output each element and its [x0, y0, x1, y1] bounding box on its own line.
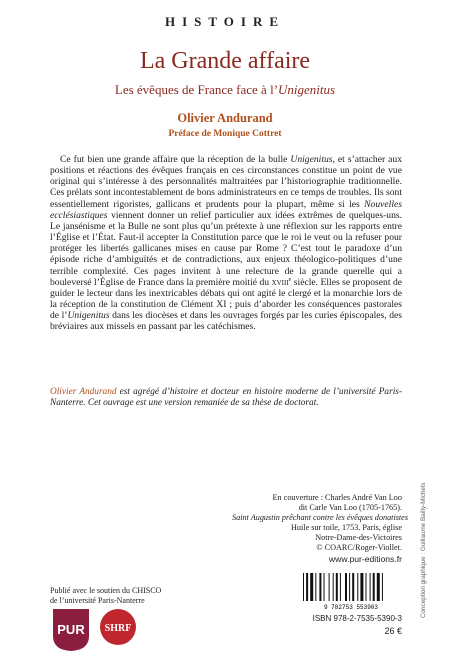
- blurb-segment: viennent donner un relief particulier aux idées extrêmes de quelques-uns. Le jansénisme et la Bulle ne sont plus qu’un prétexte à une réflexion sur les rapports entre l’Église et l’État. Faut-il accepter la Constitution parce que le roi le veut ou la refuser pour protéger les libertés gallicanes mises en cause par Rome ? C’est tout le paradoxe d’un épisode riche d’ambiguïtés et de contradictions, aux enjeux théologico-politiques d’une terrible complexité. Ces pages invitent à une relecture de la grande querelle qui a bouleversé l’Église de France dans la première moitié du: [50, 209, 402, 288]
- blurb-segment: Unigenitus: [67, 310, 110, 322]
- blurb-segment: , et s’attacher aux positions et réactions des évêques français en ces circonstances constitue un point de vue original qui s’intéresse à des personnalités maltraitées par l’historiographie traditionnelle. Ces prélats sont incontestablement de bons administrateurs en ce temps de troubles. Ils sont essentiellement rigoristes, gallicans et prudents pour la plupart, même si les: [50, 154, 403, 210]
- barcode-bar: [349, 573, 350, 601]
- credit-line: En couverture : Charles André Van Loo: [272, 493, 402, 502]
- credit-line: Huile sur toile, 1753. Paris, église: [291, 522, 402, 532]
- barcode-bar: [360, 573, 363, 601]
- barcode-bars: [303, 573, 383, 601]
- barcode-bar: [324, 573, 325, 601]
- author-name: Olivier Andurand: [177, 111, 273, 125]
- pur-logo: [50, 606, 92, 652]
- credit-line: © COARC/Roger-Viollet.: [316, 542, 402, 552]
- barcode: [300, 572, 402, 610]
- barcode-bar: [352, 573, 354, 601]
- barcode-digits: 9 782753 553903: [323, 604, 379, 610]
- author-bio: [50, 387, 402, 409]
- barcode-bar: [382, 573, 383, 601]
- series-label: HISTOIRE: [164, 14, 286, 29]
- barcode-bar: [373, 573, 375, 601]
- design-credit: [420, 482, 430, 628]
- barcode-bar: [370, 573, 371, 601]
- barcode-bar: [306, 573, 308, 601]
- book-title: La Grande affaire: [139, 48, 311, 74]
- pur-logo-text: PUR: [57, 622, 85, 637]
- blurb-segment: e: [288, 276, 292, 283]
- blurb-paragraph: [50, 154, 402, 333]
- barcode-bar: [340, 573, 341, 601]
- barcode-bar: [336, 573, 338, 601]
- blurb-segment: Ce fut bien une grande affaire que la réception de la bulle: [60, 154, 291, 165]
- credit-line: Notre-Dame-des-Victoires: [315, 532, 402, 542]
- subtitle-text: Les évêques de France face à l’: [114, 82, 279, 97]
- barcode-bar: [319, 573, 321, 601]
- book-subtitle: [0, 82, 450, 98]
- blurb-segment: dans les diocèses et dans les ouvrages forgés par les curies épiscopales, des bréviaires aux missels en passant par les catéchismes.: [50, 310, 402, 333]
- support-line-1: Publié avec le soutien du CHISCO: [50, 586, 162, 595]
- barcode-bar: [357, 573, 358, 601]
- cover-credits: [232, 493, 409, 552]
- shrf-logo: [99, 608, 137, 646]
- credit-line: Saint Augustin prêchant contre les évêques donatistes: [232, 512, 409, 522]
- barcode-bar: [345, 573, 347, 601]
- support-notice: [50, 586, 220, 605]
- blurb-segment: siècle. Elles se proposent de guider le lecteur dans les inextricables débats qui ont agité le clergé et la monarchie lors de la réception de la constitution de Clément XI ; puis d’aborder les conséquences pastorales de l’: [50, 276, 403, 322]
- isbn-number: ISBN 978-2-7535-5390-3: [312, 614, 402, 623]
- credit-line: dit Carle Van Loo (1705-1765).: [298, 502, 402, 512]
- barcode-bar: [303, 573, 304, 601]
- blurb-segment: Unigenitus: [290, 154, 333, 165]
- barcode-bar: [377, 573, 380, 601]
- support-line-2: de l’université Paris-Nanterre: [50, 595, 145, 605]
- barcode-bar: [329, 573, 330, 601]
- shrf-logo-text: SHRF: [104, 623, 132, 634]
- bio-text: est agrégé d’histoire et docteur en histoire moderne de l’université Paris-Nanterre. Cet ouvrage est une version remaniée de sa thèse de doctorat.: [50, 387, 402, 409]
- blurb-segment: Nouvelles ecclésiastiques: [50, 198, 402, 221]
- price: 26 €: [384, 626, 402, 636]
- subtitle-italic: Unigenitus: [278, 82, 336, 97]
- publisher-website: www.pur-editions.fr: [328, 554, 402, 564]
- barcode-bar: [333, 573, 334, 601]
- preface-credit: Préface de Monique Cottret: [168, 129, 282, 139]
- barcode-bar: [315, 573, 316, 601]
- barcode-bar: [366, 573, 367, 601]
- barcode-bar: [310, 573, 313, 601]
- bio-author-name: Olivier Andurand: [50, 387, 117, 397]
- blurb-segment: xviii: [271, 276, 289, 288]
- design-credit-text: Conception graphique : Guillaume Bailly-Michels: [420, 482, 427, 618]
